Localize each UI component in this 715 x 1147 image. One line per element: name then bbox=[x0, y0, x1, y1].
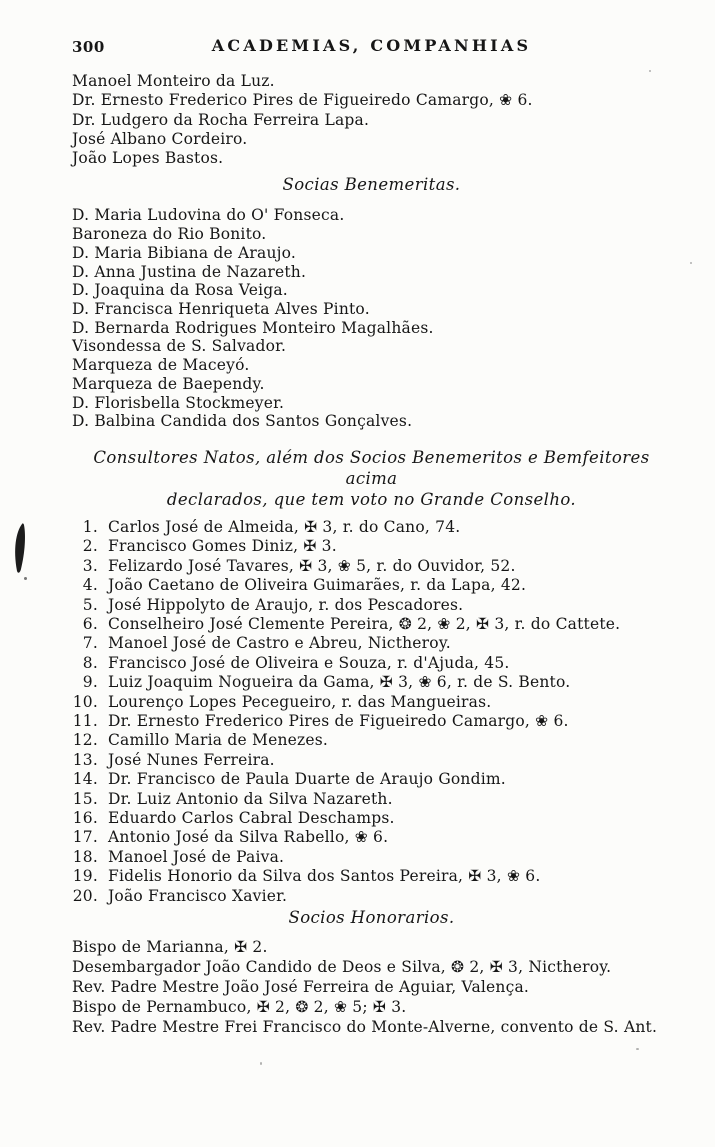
scan-speck bbox=[649, 70, 651, 72]
member-name-line: Luiz Joaquim Nogueira da Gama, ✠ 3, ❀ 6, r. de S. Bento. bbox=[108, 673, 571, 692]
member-name-line: José Hippolyto de Araujo, r. dos Pescadores. bbox=[108, 595, 464, 614]
member-name-line: Dr. Francisco de Paula Duarte de Araujo Gondim. bbox=[108, 770, 506, 789]
member-number: 5. bbox=[82, 595, 98, 614]
scan-speck bbox=[24, 577, 27, 580]
member-entry bbox=[72, 809, 671, 828]
member-name-line: Francisco José de Oliveira e Souza, r. d'Ajuda, 45. bbox=[108, 653, 510, 672]
member-entry bbox=[72, 576, 671, 595]
member-name-line: Bispo de Marianna, ✠ 2. bbox=[72, 938, 268, 957]
member-entry bbox=[72, 751, 671, 770]
member-entry bbox=[72, 596, 671, 615]
member-number: 19. bbox=[72, 867, 98, 886]
member-number: 8. bbox=[82, 653, 98, 672]
member-number: 4. bbox=[82, 576, 98, 595]
member-name-line: João Francisco Xavier. bbox=[108, 886, 288, 905]
member-name-line: Rev. Padre Mestre Frei Francisco do Monte-Alverne, convento de S. Ant. bbox=[72, 1018, 658, 1037]
member-number: 7. bbox=[82, 634, 98, 653]
member-entry bbox=[72, 712, 671, 731]
member-name-line: Dr. Ludgero da Rocha Ferreira Lapa. bbox=[72, 110, 370, 129]
member-name-line: Marqueza de Maceyó. bbox=[72, 356, 250, 375]
member-name-line: D. Maria Ludovina do O' Fonseca. bbox=[72, 206, 345, 225]
member-number: 18. bbox=[72, 847, 98, 866]
socias-benemeritas-list bbox=[72, 206, 671, 430]
member-name-line: Manoel Monteiro da Luz. bbox=[72, 72, 275, 90]
member-name-line: Fidelis Honorio da Silva dos Santos Pereira, ✠ 3, ❀ 6. bbox=[108, 867, 541, 886]
member-name-line: Baroneza do Rio Bonito. bbox=[72, 225, 267, 244]
member-number: 6. bbox=[82, 614, 98, 633]
member-name-line: José Albano Cordeiro. bbox=[72, 129, 248, 148]
member-entry bbox=[72, 557, 671, 576]
ink-blot-artifact bbox=[13, 523, 27, 575]
member-name-line: José Nunes Ferreira. bbox=[108, 750, 275, 769]
member-name-line: D. Florisbella Stockmeyer. bbox=[72, 393, 285, 412]
member-name-line: D. Maria Bibiana de Araujo. bbox=[72, 243, 297, 262]
section-title-line-1: Consultores Natos, além dos Socios Benemeritos e Bemfeitores acima bbox=[93, 447, 650, 488]
member-name-line: Dr. Ernesto Frederico Pires de Figueiredo Camargo, ❀ 6. bbox=[72, 91, 533, 110]
member-name-line: Francisco Gomes Diniz, ✠ 3. bbox=[108, 537, 337, 556]
member-entry bbox=[72, 887, 671, 906]
member-name-line: Desembargador João Candido de Deos e Silva, ❂ 2, ✠ 3, Nictheroy. bbox=[72, 958, 612, 977]
scan-speck bbox=[690, 262, 692, 264]
member-number: 3. bbox=[82, 556, 98, 575]
member-entry bbox=[72, 654, 671, 673]
member-name-line: D. Bernarda Rodrigues Monteiro Magalhães. bbox=[72, 318, 434, 337]
member-name-line: Visondessa de S. Salvador. bbox=[72, 337, 287, 356]
member-number: 17. bbox=[72, 828, 98, 847]
member-number: 13. bbox=[72, 750, 98, 769]
member-name-line: João Lopes Bastos. bbox=[72, 149, 224, 168]
intro-member-list bbox=[72, 72, 671, 168]
section-title-socios-honorarios: Socios Honorarios. bbox=[288, 908, 455, 928]
member-entry bbox=[72, 848, 671, 867]
member-number: 12. bbox=[72, 731, 98, 750]
member-entry bbox=[72, 537, 671, 556]
member-name-line: Marqueza de Baependy. bbox=[72, 374, 265, 393]
member-number: 2. bbox=[82, 537, 98, 556]
member-entry bbox=[72, 790, 671, 809]
section-title-line-2: declarados, que tem voto no Grande Conselho. bbox=[166, 489, 577, 509]
member-entry bbox=[72, 731, 671, 750]
member-number: 15. bbox=[72, 789, 98, 808]
section-title-consultores-natos bbox=[72, 447, 671, 510]
member-name-line: Bispo de Pernambuco, ✠ 2, ❂ 2, ❀ 5; ✠ 3. bbox=[72, 998, 407, 1017]
page-number: 300 bbox=[72, 38, 105, 56]
member-entry bbox=[72, 867, 671, 886]
member-number: 10. bbox=[72, 692, 98, 711]
member-number: 14. bbox=[72, 770, 98, 789]
member-name-line: D. Joaquina da Rosa Veiga. bbox=[72, 281, 288, 300]
member-name-line: Camillo Maria de Menezes. bbox=[108, 731, 329, 750]
member-number: 11. bbox=[72, 711, 98, 730]
member-number: 16. bbox=[72, 809, 98, 828]
member-name-line: D. Anna Justina de Nazareth. bbox=[72, 262, 307, 281]
member-name-line: Lourenço Lopes Pecegueiro, r. das Mangueiras. bbox=[108, 692, 492, 711]
socios-honorarios-list bbox=[72, 937, 671, 1037]
scan-speck bbox=[260, 1062, 262, 1065]
consultores-numbered-list bbox=[72, 518, 671, 906]
page-title: ACADEMIAS, COMPANHIAS bbox=[211, 36, 532, 55]
member-entry bbox=[72, 615, 671, 634]
member-name-line: Eduardo Carlos Cabral Deschamps. bbox=[108, 809, 395, 828]
scan-speck bbox=[636, 1048, 639, 1050]
member-name-line: Dr. Luiz Antonio da Silva Nazareth. bbox=[108, 789, 393, 808]
member-name-line: Felizardo José Tavares, ✠ 3, ❀ 5, r. do Ouvidor, 52. bbox=[108, 556, 516, 575]
member-name-line: João Caetano de Oliveira Guimarães, r. da Lapa, 42. bbox=[108, 576, 527, 595]
member-name-line: Carlos José de Almeida, ✠ 3, r. do Cano, 74. bbox=[108, 517, 461, 536]
member-name-line: Conselheiro José Clemente Pereira, ❂ 2, ❀ 2, ✠ 3, r. do Cattete. bbox=[108, 614, 621, 633]
member-name-line: Dr. Ernesto Frederico Pires de Figueiredo Camargo, ❀ 6. bbox=[108, 711, 569, 730]
member-number: 9. bbox=[82, 673, 98, 692]
member-name-line: Manoel José de Castro e Abreu, Nictheroy. bbox=[108, 634, 451, 653]
section-title-socias-benemeritas: Socias Benemeritas. bbox=[282, 175, 461, 195]
member-number: 1. bbox=[82, 517, 98, 536]
member-name-line: Antonio José da Silva Rabello, ❀ 6. bbox=[108, 828, 389, 847]
member-name-line: D. Balbina Candida dos Santos Gonçalves. bbox=[72, 412, 413, 431]
member-name-line: Manoel José de Paiva. bbox=[108, 847, 285, 866]
member-entry bbox=[72, 634, 671, 653]
member-name-line: Rev. Padre Mestre João José Ferreira de Aguiar, Valença. bbox=[72, 978, 530, 997]
member-entry bbox=[72, 518, 671, 537]
member-number: 20. bbox=[72, 886, 98, 905]
member-name-line: D. Francisca Henriqueta Alves Pinto. bbox=[72, 300, 370, 318]
member-entry bbox=[72, 693, 671, 712]
member-entry bbox=[72, 673, 671, 692]
member-entry bbox=[72, 828, 671, 847]
running-header bbox=[72, 36, 671, 56]
member-entry bbox=[72, 770, 671, 789]
